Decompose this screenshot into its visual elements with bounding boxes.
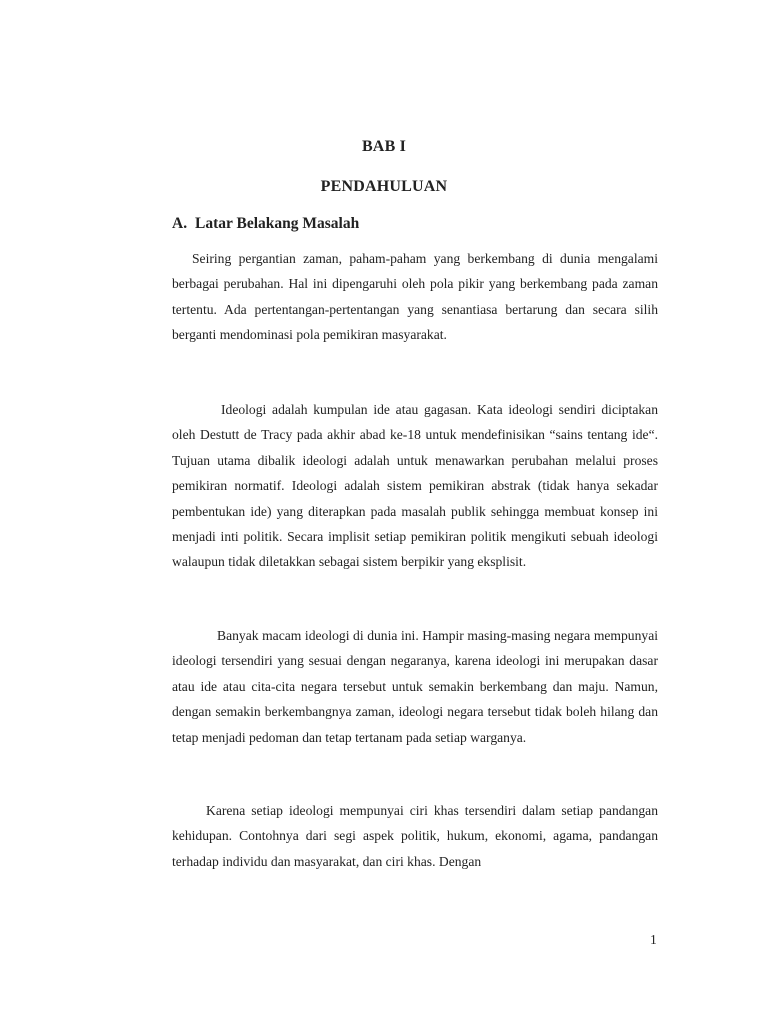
- section-letter: A.: [172, 215, 188, 232]
- page-number: 1: [650, 932, 657, 947]
- paragraph-3: Banyak macam ideologi di dunia ini. Hampir masing-masing negara mempunyai ideologi tersendiri yang sesuai dengan negaranya, karena ideologi ini merupakan dasar atau ide atau cita-cita negara tersebut untuk semakin berkembang dan maju. Namun, dengan semakin berkembangnya zaman, ideologi negara tersebut tidak boleh hilang dan tetap menjadi pedoman dan tetap tertanam pada setiap warganya.: [172, 628, 658, 745]
- chapter-number: BAB I: [361, 138, 407, 155]
- chapter-title: PENDAHULUAN: [320, 178, 448, 195]
- paragraph-2: Ideologi adalah kumpulan ide atau gagasan. Kata ideologi sendiri diciptakan oleh Destutt de Tracy pada akhir abad ke-18 untuk mendefinisikan “sains tentang ide“. Tujuan utama dibalik ideologi adalah untuk menawarkan perubahan melalui proses pemikiran normatif. Ideologi adalah sistem pemikiran abstrak (tidak hanya sekadar pembentukan ide) yang diterapkan pada masalah publik sehingga membuat konsep ini menjadi inti politik. Secara implisit setiap pemikiran politik mengikuti sebuah ideologi walaupun tidak diletakkan sebagai sistem berpikir yang eksplisit.: [172, 402, 658, 570]
- section-title: Latar Belakang Masalah: [195, 215, 360, 232]
- paragraph-1: Seiring pergantian zaman, paham-paham yang berkembang di dunia mengalami berbagai perubahan. Hal ini dipengaruhi oleh pola pikir yang berkembang pada zaman tertentu. Ada pertentangan-pertentangan yang senantiasa bertarung dan secara silih berganti mendominasi pola pemikiran masyarakat.: [172, 251, 658, 343]
- section-heading: [172, 215, 359, 233]
- paragraph-4: Karena setiap ideologi mempunyai ciri khas tersendiri dalam setiap pandangan kehidupan. Contohnya dari segi aspek politik, hukum, ekonomi, agama, pandangan terhadap individu dan masyarakat, dan ciri khas. Dengan: [172, 803, 658, 869]
